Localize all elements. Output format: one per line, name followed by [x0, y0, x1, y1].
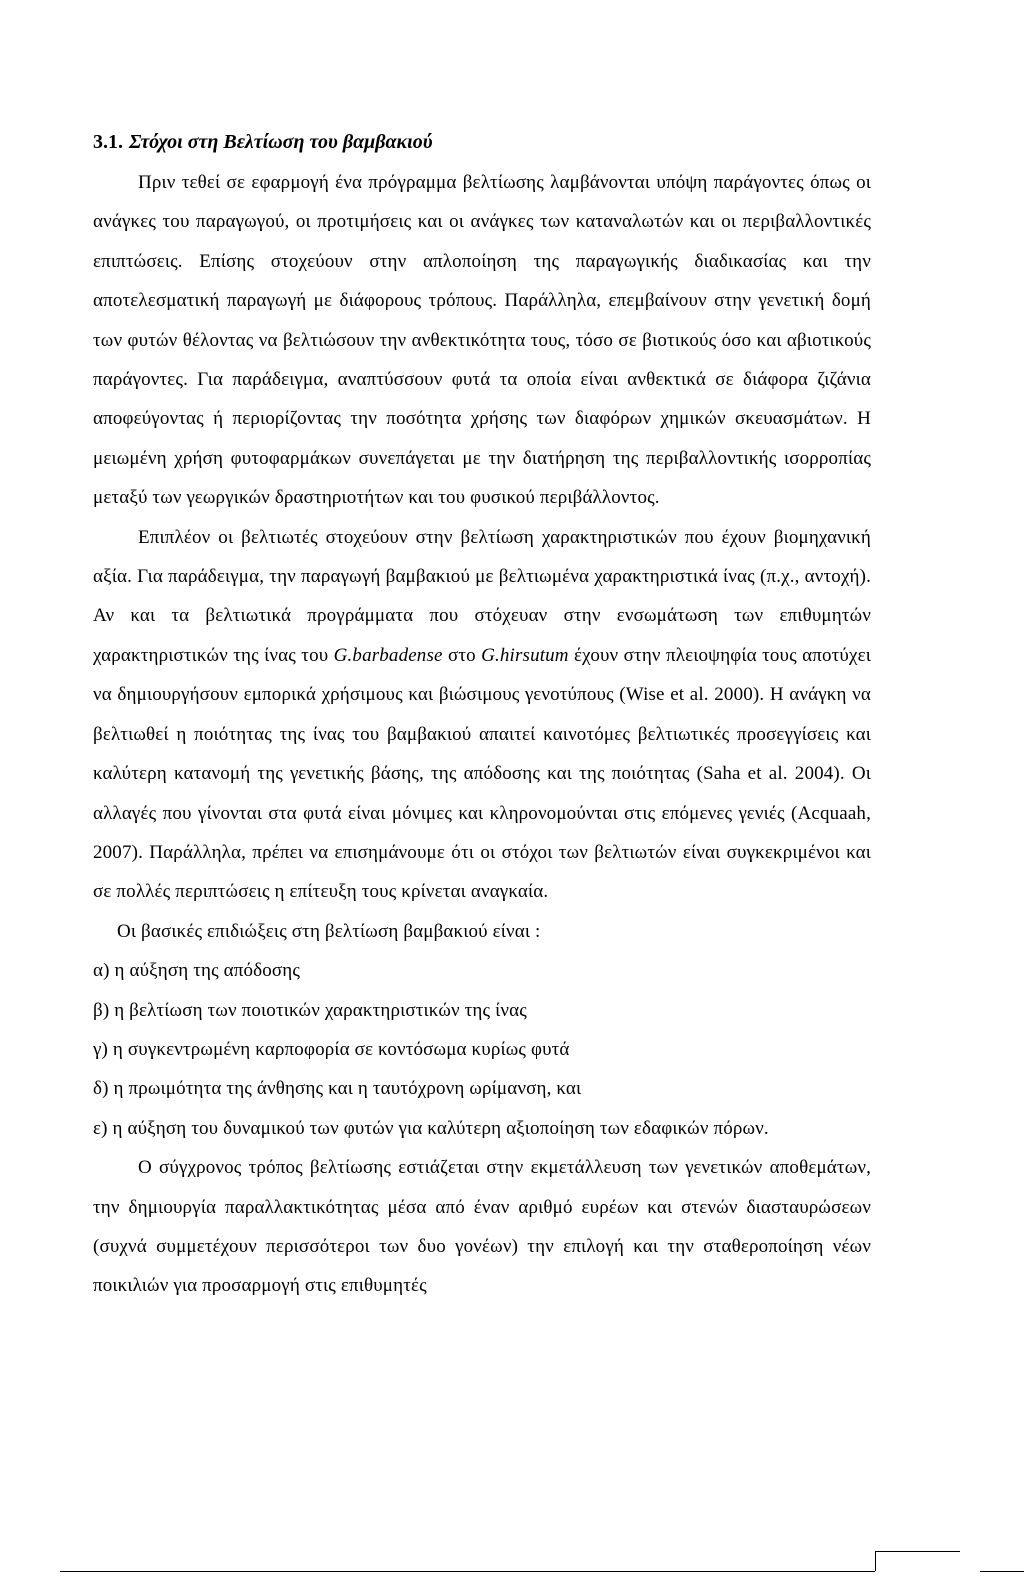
- paragraph-industrial-value: [93, 518, 871, 912]
- footer-rule: [60, 1571, 1024, 1572]
- species-name: G.hirsutum: [481, 644, 569, 666]
- paragraph-text: έχουν στην πλειοψηφία τους αποτύχει να δημιουργήσουν εμπορικά χρήσιμους και βιώσιμους γενοτύπους (Wise et al. 2000). Η ανάγκη να βελτιωθεί η ποιότητας της ίνας του βαμβακιού απαιτεί καινοτόμες βελτιωτικές προσεγγίσεις και καλύτερη κατανομή της γενετικής βάσης, της απόδοσης και της ποιότητας (Saha et al. 2004). Οι αλλαγές που γίνονται στα φυτά είναι μόνιμες και κληρονομούνται στις επόμενες γενιές (Acquaah, 2007). Παράλληλα, πρέπει να επισημάνουμε ότι οι στόχοι των βελτιωτών είναι συγκεκριμένοι και σε πολλές περιπτώσεις η επίτευξη τους κρίνεται αναγκαία.: [93, 644, 871, 903]
- paragraph-text: στο: [447, 644, 476, 666]
- section-heading: [93, 128, 871, 156]
- section-title: Στόχοι στη Βελτίωση του βαμβακιού: [129, 131, 433, 153]
- species-name: G.barbadense: [333, 644, 443, 666]
- list-item: α) η αύξηση της απόδοσης: [93, 960, 301, 982]
- paragraph-text: Επιπλέον οι βελτιωτές στοχεύουν στην βελτίωση χαρακτηριστικών που έχουν βιομηχανική αξία. Για παράδειγμα, την παραγωγή βαμβακιού με βελτιωμένα χαρακτηριστικά ίνας (π.χ., αντοχή). Αν και τα βελτιωτικά προγράμματα που στόχευαν στην ενσωμάτωση των επιθυμητών χαρακτηριστικών της ίνας του: [93, 526, 871, 666]
- footer-rule-segment: [980, 1571, 1024, 1572]
- footer-rule-segment: [875, 1551, 960, 1552]
- goals-list: [93, 951, 871, 1148]
- list-item: ε) η αύξηση του δυναμικού των φυτών για καλύτερη αξιοποίηση των εδαφικών πόρων.: [93, 1117, 769, 1139]
- list-item: δ) η πρωιμότητα της άνθησης και η ταυτόχρονη ωρίμανση, και: [93, 1078, 582, 1100]
- section-number: 3.1.: [93, 131, 123, 153]
- document-page: [93, 128, 871, 1306]
- list-item: γ) η συγκεντρωμένη καρποφορία σε κοντόσωμα κυρίως φυτά: [93, 1038, 570, 1060]
- paragraph-intro: Πριν τεθεί σε εφαρμογή ένα πρόγραμμα βελτίωσης λαμβάνονται υπόψη παράγοντες όπως οι ανάγκες του παραγωγού, οι προτιμήσεις και οι ανάγκες των καταναλωτών και οι περιβαλλοντικές επιπτώσεις. Επίσης στοχεύουν στην απλοποίηση της παραγωγικής διαδικασίας και την αποτελεσματική παραγωγή με διάφορους τρόπους. Παράλληλα, επεμβαίνουν στην γενετική δομή των φυτών θέλοντας να βελτιώσουν την ανθεκτικότητα τους, τόσο σε βιοτικούς όσο και αβιοτικούς παράγοντες. Για παράδειγμα, αναπτύσσουν φυτά τα οποία είναι ανθεκτικά σε διάφορα ζιζάνια αποφεύγοντας ή περιορίζοντας την ποσότητα χρήσης των διαφόρων χημικών σκευασμάτων. Η μειωμένη χρήση φυτοφαρμάκων συνεπάγεται με την διατήρηση της περιβαλλοντικής ισορροπίας μεταξύ των γεωργικών δραστηριοτήτων και του φυσικού περιβάλλοντος.: [93, 172, 871, 509]
- footer-rule-segment: [60, 1571, 875, 1572]
- footer-rule-tick: [875, 1551, 876, 1571]
- paragraph-goals-intro: Οι βασικές επιδιώξεις στη βελτίωση βαμβακιού είναι :: [117, 920, 541, 942]
- list-item: β) η βελτίωση των ποιοτικών χαρακτηριστικών της ίνας: [93, 999, 527, 1021]
- paragraph-modern-breeding: Ο σύγχρονος τρόπος βελτίωσης εστιάζεται στην εκμετάλλευση των γενετικών αποθεμάτων, την δημιουργία παραλλακτικότητας μέσα από έναν αριθμό ευρέων και στενών διασταυρώσεων (συχνά συμμετέχουν περισσότεροι των δυο γονέων) την επιλογή και την σταθεροποίηση νέων ποικιλιών για προσαρμογή στις επιθυμητές: [93, 1157, 871, 1297]
